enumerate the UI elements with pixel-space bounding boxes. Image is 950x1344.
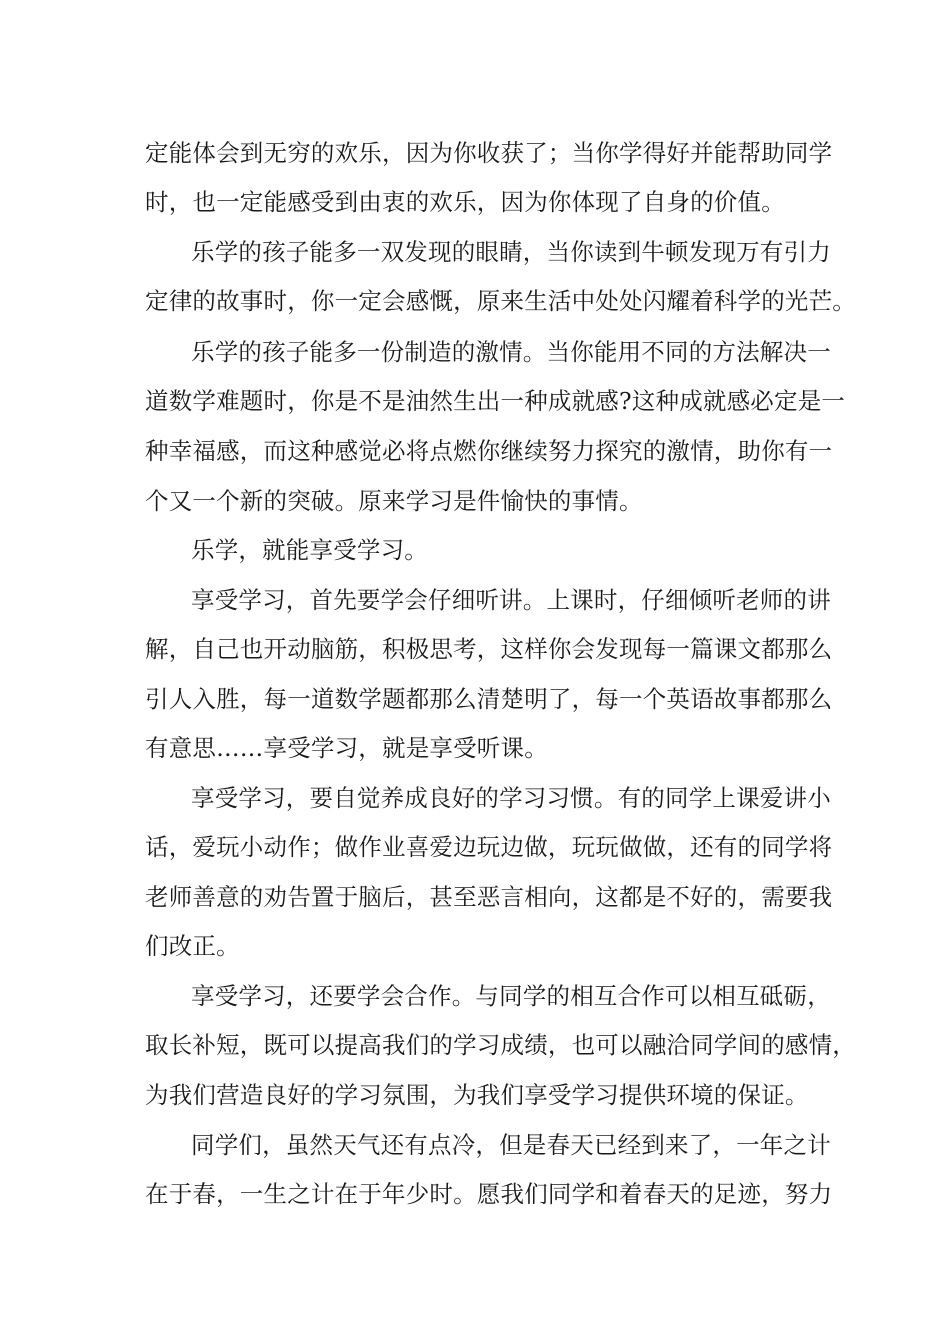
paragraph-start-line: 享受学习，首先要学会仔细听讲。上课时，仔细倾听老师的讲: [191, 586, 831, 614]
paragraph-start-line: 同学们，虽然天气还有点冷，但是春天已经到来了，一年之计: [191, 1131, 831, 1159]
paragraph-start-line: 乐学的孩子能多一双发现的眼睛，当你读到牛顿发现万有引力: [191, 238, 831, 266]
paragraph-start-line: 乐学的孩子能多一份制造的激情。当你能用不同的方法解决一: [191, 338, 831, 366]
text-line: 为我们营造良好的学习氛围，为我们享受学习提供环境的保证。: [145, 1081, 809, 1109]
text-line: 时，也一定能感受到由衷的欢乐，因为你体现了自身的价值。: [145, 188, 785, 216]
text-line: 定能体会到无穷的欢乐，因为你收获了；当你学得好并能帮助同学: [145, 139, 833, 167]
text-line: 个又一个新的突破。原来学习是件愉快的事情。: [145, 487, 643, 515]
paragraph-start-line: 乐学，就能享受学习。: [191, 536, 428, 564]
text-line: 定律的故事时，你一定会感慨，原来生活中处处闪耀着科学的光芒。: [145, 287, 856, 315]
text-line: 在于春，一生之计在于年少时。愿我们同学和着春天的足迹，努力: [145, 1180, 833, 1208]
text-line: 取长补短，既可以提高我们的学习成绩，也可以融洽同学间的感情，: [145, 1031, 856, 1059]
text-line: 老师善意的劝告置于脑后，甚至恶言相向，这都是不好的，需要我: [145, 883, 833, 911]
text-line: 解，自己也开动脑筋，积极思考，这样你会发现每一篇课文都那么: [145, 635, 833, 663]
text-line: 种幸福感，而这种感觉必将点燃你继续努力探究的激情，助你有一: [145, 437, 833, 465]
text-line: 引人入胜，每一道数学题都那么清楚明了，每一个英语故事都那么: [145, 685, 833, 713]
paragraph-start-line: 享受学习，还要学会合作。与同学的相互合作可以相互砥砺，: [191, 982, 831, 1010]
paragraph-start-line: 享受学习，要自觉养成良好的学习习惯。有的同学上课爱讲小: [191, 784, 831, 812]
text-line: 们改正。: [145, 932, 240, 960]
text-line: 话，爱玩小动作；做作业喜爱边玩边做，玩玩做做，还有的同学将: [145, 833, 833, 861]
text-line: 道数学难题时，你是不是油然生出一种成就感?这种成就感必定是一: [145, 387, 846, 415]
text-line: 有意思……享受学习，就是享受听课。: [145, 734, 548, 762]
